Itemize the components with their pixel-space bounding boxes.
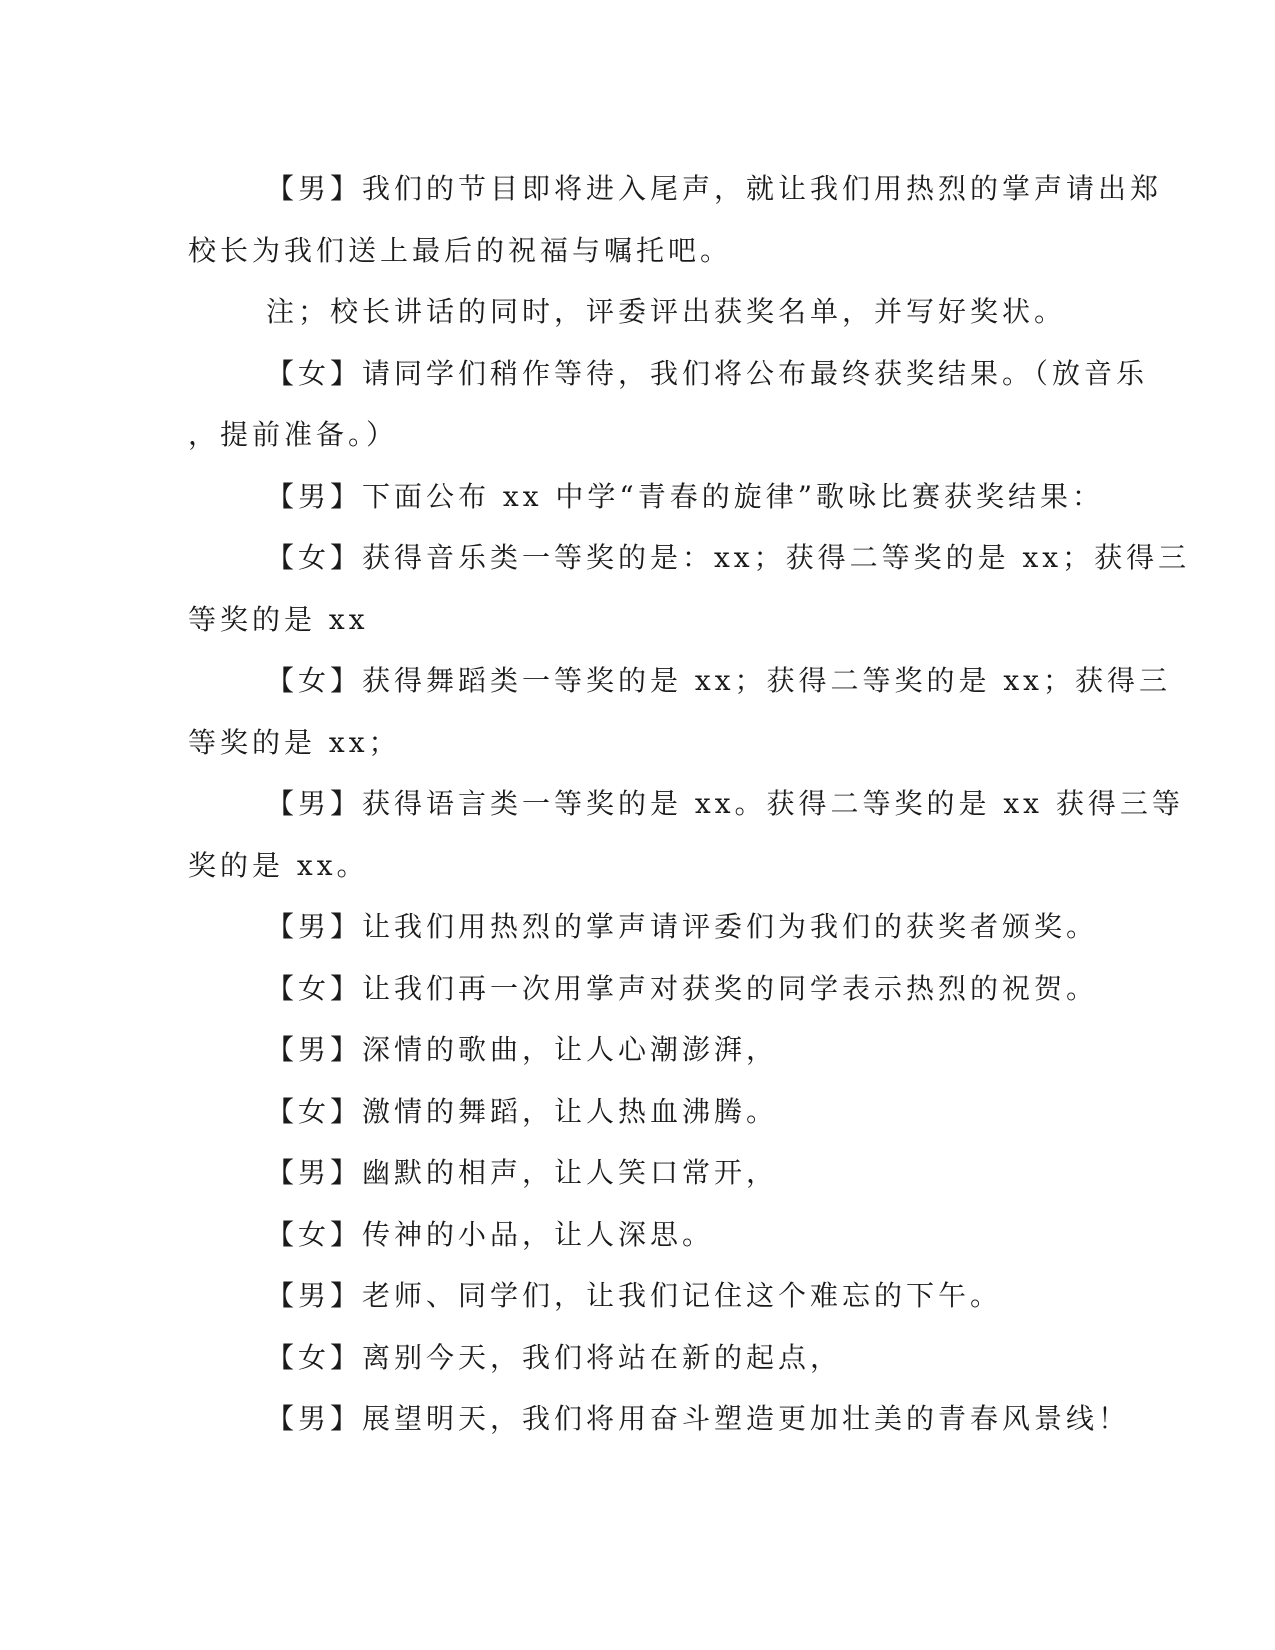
paragraph-line: 【男】老师、同学们，让我们记住这个难忘的下午。	[266, 1279, 1003, 1312]
paragraph-8	[188, 896, 1099, 958]
paragraph-line: 奖的是 xx。	[188, 848, 369, 882]
paragraph-2	[188, 281, 1088, 343]
paragraph-line: 【女】让我们再一次用掌声对获奖的同学表示热烈的祝贺。	[266, 971, 1099, 1005]
paragraph-7	[188, 773, 1184, 896]
paragraph-line: 等奖的是 xx	[188, 602, 369, 636]
paragraph-9	[188, 958, 1099, 1020]
paragraph-5	[188, 527, 1191, 650]
paragraph-13	[188, 1204, 1088, 1266]
paragraph-1	[188, 158, 1163, 281]
paragraph-3	[188, 343, 1149, 466]
paragraph-line: 【男】下面公布 xx 中学“青春的旋律”歌咏比赛获奖结果：	[266, 479, 1105, 513]
paragraph-6	[188, 650, 1171, 773]
paragraph-line: 【女】获得舞蹈类一等奖的是 xx；获得二等奖的是 xx；获得三	[266, 664, 1171, 697]
paragraph-line: 【女】传神的小品，让人深思。	[266, 1217, 715, 1251]
paragraph-16	[188, 1388, 1131, 1450]
paragraph-line: 【男】让我们用热烈的掌声请评委们为我们的获奖者颁奖。	[266, 910, 1099, 943]
paragraph-11	[188, 1081, 1088, 1143]
script-text	[188, 158, 1191, 1450]
paragraph-line: 【女】激情的舞蹈，让人热血沸腾。	[266, 1094, 779, 1128]
paragraph-line: ，提前准备。）	[188, 418, 399, 451]
paragraph-line: 【男】展望明天，我们将用奋斗塑造更加壮美的青春风景线！	[266, 1402, 1131, 1435]
paragraph-15	[188, 1327, 1088, 1389]
paragraph-line: 【女】获得音乐类一等奖的是：xx；获得二等奖的是 xx；获得三	[266, 541, 1191, 574]
paragraph-line: 等奖的是 xx；	[188, 725, 401, 759]
paragraph-12	[188, 1142, 1088, 1204]
paragraph-line: 【男】获得语言类一等奖的是 xx。获得二等奖的是 xx 获得三等	[266, 787, 1184, 820]
paragraph-line: 【男】幽默的相声，让人笑口常开，	[266, 1156, 779, 1189]
paragraph-4	[188, 466, 1105, 528]
paragraph-14	[188, 1265, 1088, 1327]
paragraph-line: 【男】我们的节目即将进入尾声，就让我们用热烈的掌声请出郑	[266, 172, 1163, 205]
paragraph-line: 【女】离别今天，我们将站在新的起点，	[266, 1340, 843, 1374]
paragraph-line: 注；校长讲话的同时，评委评出获奖名单，并写好奖状。	[266, 295, 1067, 328]
paragraph-line: 【女】请同学们稍作等待，我们将公布最终获奖结果。（放音乐	[266, 356, 1149, 390]
paragraph-10	[188, 1019, 1088, 1081]
paragraph-line: 【男】深情的歌曲，让人心潮澎湃，	[266, 1033, 779, 1066]
paragraph-line: 校长为我们送上最后的祝福与嘱托吧。	[188, 233, 733, 267]
